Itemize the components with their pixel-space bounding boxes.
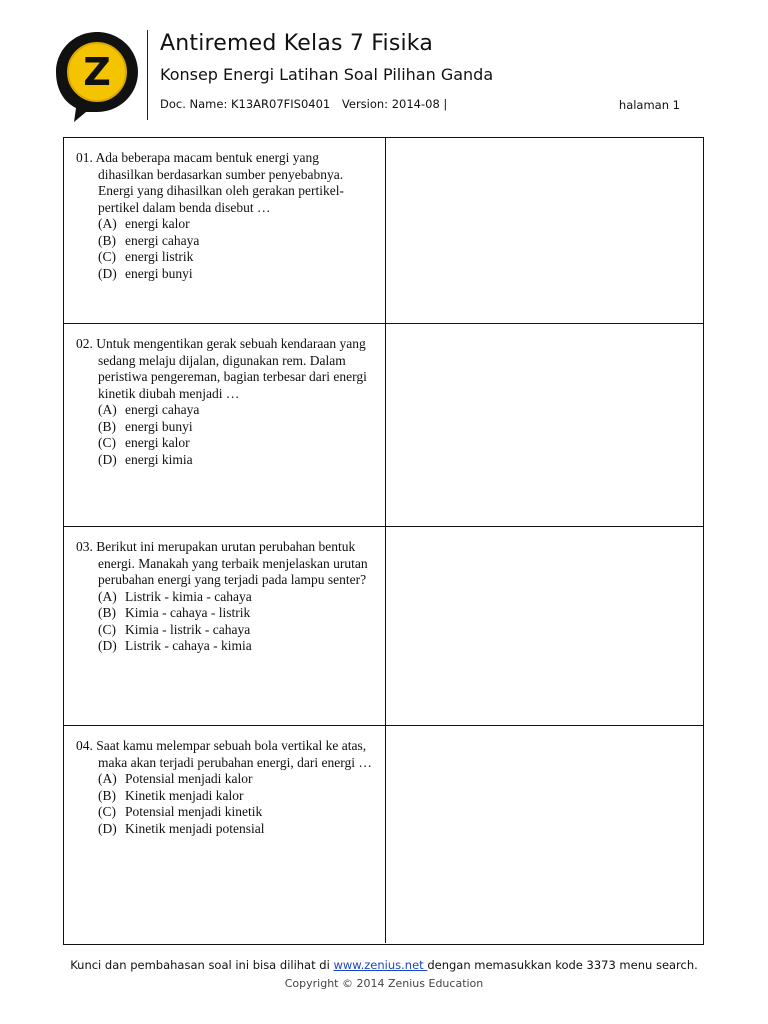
- option-label: (B): [98, 605, 116, 620]
- option-text: energi bunyi: [125, 265, 193, 281]
- question-cell: [64, 726, 386, 943]
- option-text: Kimia - cahaya - listrik: [125, 605, 251, 620]
- option-text: Listrik - cahaya - kimia: [125, 638, 252, 653]
- footer-text-before: Kunci dan pembahasan soal ini bisa dilihat di: [70, 958, 334, 972]
- option-list: [76, 771, 375, 837]
- option-text: Potensial menjadi kinetik: [125, 804, 263, 819]
- question-text: 01. Ada beberapa macam bentuk energi yang dihasilkan berdasarkan sumber penyebabnya. Energi yang dihasilkan oleh gerakan pertikel-pertikel dalam benda disebut …: [76, 150, 345, 215]
- zenius-logo: [52, 28, 142, 124]
- doc-info: [160, 97, 455, 111]
- option-a: [76, 589, 375, 606]
- question-row-4: [64, 726, 703, 943]
- option-label: (B): [98, 232, 116, 248]
- zenius-link[interactable]: www.zenius.net: [333, 958, 428, 972]
- document-subtitle: Konsep Energi Latihan Soal Pilihan Ganda: [160, 65, 494, 84]
- option-b: [76, 605, 375, 622]
- option-a: [76, 216, 375, 233]
- option-label: (C): [98, 249, 116, 264]
- option-b: [76, 233, 375, 250]
- answer-space: [386, 527, 703, 725]
- option-text: Kimia - listrik - cahaya: [125, 621, 251, 637]
- option-label: (C): [98, 435, 116, 450]
- option-c: [76, 249, 375, 266]
- option-label: (A): [98, 216, 117, 231]
- option-text: energi cahaya: [125, 232, 200, 248]
- header-divider: [147, 30, 148, 120]
- option-text: energi listrik: [125, 249, 194, 264]
- doc-name: Doc. Name: K13AR07FIS0401: [160, 97, 331, 111]
- logo-letter: Z: [83, 50, 111, 94]
- copyright: Copyright © 2014 Zenius Education: [284, 977, 484, 990]
- option-label: (D): [98, 451, 117, 467]
- footer-note: [0, 958, 768, 972]
- option-d: [76, 452, 375, 469]
- document-title: Antiremed Kelas 7 Fisika: [160, 31, 434, 56]
- option-text: Listrik - kimia - cahaya: [125, 588, 252, 604]
- answer-space: [386, 138, 703, 323]
- question-row-1: [64, 138, 703, 324]
- question-row-3: [64, 527, 703, 726]
- option-label: (D): [98, 820, 117, 836]
- option-label: (B): [98, 787, 116, 803]
- question-cell: [64, 138, 386, 323]
- option-a: [76, 771, 375, 788]
- question-table: [63, 137, 704, 945]
- option-text: energi kalor: [125, 435, 190, 450]
- option-d: [76, 266, 375, 283]
- question-row-2: [64, 324, 703, 527]
- footer-text-after: dengan memasukkan kode 3373 menu search.: [427, 958, 698, 972]
- answer-space: [386, 324, 703, 526]
- option-label: (D): [98, 638, 117, 653]
- doc-version: Version: 2014-08 |: [341, 97, 448, 111]
- option-text: Kinetik menjadi potensial: [125, 820, 265, 836]
- answer-space: [386, 726, 703, 943]
- page-number: halaman 1: [618, 98, 680, 112]
- question-text: 02. Untuk mengentikan gerak sebuah kendaraan yang sedang melaju dijalan, digunakan rem. Dalam peristiwa pengereman, bagian terbesar dari energi kinetik diubah menjadi …: [76, 336, 367, 401]
- option-c: [76, 622, 375, 639]
- question-text: 03. Berikut ini merupakan urutan perubahan bentuk energi. Manakah yang terbaik menjelaskan urutan perubahan energi yang terjadi pada lampu senter?: [76, 539, 368, 587]
- option-label: (C): [98, 804, 116, 819]
- option-text: energi kalor: [125, 216, 190, 231]
- option-list: [76, 216, 375, 282]
- option-text: energi kimia: [125, 451, 193, 467]
- option-label: (A): [98, 771, 117, 786]
- option-list: [76, 402, 375, 468]
- option-text: energi bunyi: [125, 418, 193, 434]
- option-c: [76, 804, 375, 821]
- question-cell: [64, 527, 386, 725]
- option-b: [76, 419, 375, 436]
- option-text: Potensial menjadi kalor: [125, 771, 253, 786]
- question-text: 04. Saat kamu melempar sebuah bola vertikal ke atas, maka akan terjadi perubahan energi, dari energi …: [76, 738, 372, 770]
- option-label: (A): [98, 402, 117, 417]
- option-text: Kinetik menjadi kalor: [125, 787, 244, 803]
- question-cell: [64, 324, 386, 526]
- option-a: [76, 402, 375, 419]
- option-label: (B): [98, 418, 116, 434]
- option-label: (D): [98, 265, 117, 281]
- option-label: (C): [98, 621, 116, 637]
- option-label: (A): [98, 588, 117, 604]
- option-list: [76, 589, 375, 655]
- option-text: energi cahaya: [125, 402, 200, 417]
- option-d: [76, 821, 375, 838]
- option-b: [76, 788, 375, 805]
- option-d: [76, 638, 375, 655]
- option-c: [76, 435, 375, 452]
